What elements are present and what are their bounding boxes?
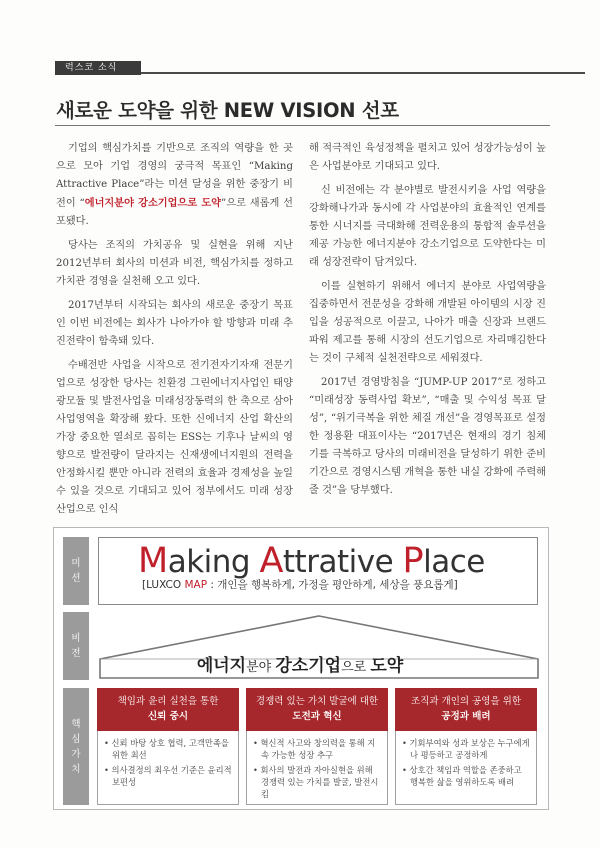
vision-statement: 에너지분야 강소기업으로 도약 xyxy=(196,656,404,676)
value-item: • 기회부여와 성과 보상은 누구에게나 평등하고 공정하게 xyxy=(402,738,530,760)
paragraph-1: 기업의 핵심가치를 기반으로 조직의 역량을 한 곳으로 모아 기업 경영의 궁극적 목표인 “Making Attractive Place”라는 미션 달성을 위한 중장기 비전이 “에너지분야 강소기업으로 도약”으로 새롭게 선포됐다. xyxy=(56,143,293,227)
paragraph-8: 2017년 경영방침을 “JUMP-UP 2017”로 정하고 “미래성장 동력사업 확보”, “매출 및 수익성 목표 달성”, “위기극복을 위한 체질 개선”을 경영목표로 설정한 정용환 대표이사는 “2017년은 현재의 경기 침체기를 극복하고 당사의 미래비전을 달성하기 위한 준비기간으로 경영시스템 개혁을 통한 내실 강화에 주력해 줄 것”을 당부했다. xyxy=(309,377,546,496)
value-card-trust xyxy=(97,688,239,805)
header-rule xyxy=(141,72,585,74)
mission-label: 미 션 xyxy=(63,537,89,605)
title-divider xyxy=(55,125,550,126)
core-values-label: 핵 심 가 치 xyxy=(63,688,89,805)
value-card-fairness xyxy=(395,688,537,805)
value-item: • 의사결정의 최우선 기준은 윤리적 보편성 xyxy=(104,765,232,787)
highlighted-vision: 에너지분야 강소기업으로 도약 xyxy=(84,197,222,209)
value-card-head: 경쟁력 있는 가치 발굴에 대한 도전과 혁신 xyxy=(246,688,388,731)
left-column xyxy=(56,140,293,525)
article-title: 새로운 도약을 위한 NEW VISION 선포 xyxy=(56,99,399,122)
value-item: • 신뢰 바탕 상호 협력, 고객만족을 위한 최선 xyxy=(104,738,229,760)
vision-label: 비 전 xyxy=(63,612,89,680)
paragraph-2: 당사는 조직의 가치공유 및 실현을 위해 지난 2012년부터 회사의 미션과 비전, 핵심가치를 정하고 가치관 경영을 실천해 오고 있다. xyxy=(56,240,293,287)
value-card-challenge xyxy=(246,688,388,805)
value-card-head: 책임과 윤리 실천을 통한 신뢰 중시 xyxy=(97,688,239,731)
section-tag: 럭스코 소식 xyxy=(55,61,141,75)
value-card-body xyxy=(246,731,388,805)
value-card-head: 조직과 개인의 공영을 위한 공정과 배려 xyxy=(395,688,537,731)
paragraph-5: 해 적극적인 육성정책을 펼치고 있어 성장가능성이 높은 사업분야로 기대되고 있다. xyxy=(309,143,546,172)
value-item: • 혁신적 사고와 창의력을 통해 지속 가능한 성장 추구 xyxy=(253,738,376,760)
value-card-body xyxy=(395,731,537,805)
paragraph-4: 수배전반 사업을 시작으로 전기전자기자재 전문기업으로 성장한 당사는 친환경 그린에너지사업인 태양광모듈 및 발전사업을 미래성장동력의 한 축으로 삼아 사업영역을 확장해 왔다. 또한 신에너지 산업 확산의 가장 중요한 열쇠로 꼽히는 ESS는 기후나 날씨의 영향으로 발전량이 달라지는 신재생에너지원의 전력을 안정화시킬 뿐만 아니라 전력의 효율과 경제성을 높일 수 있을 것으로 기대되고 있어 정부에서도 미래 성장산업으로 인식 xyxy=(56,360,293,515)
right-column xyxy=(309,140,546,506)
paragraph-3: 2017년부터 시작되는 회사의 새로운 중장기 목표인 이번 비전에는 회사가 나아가야 할 방향과 미래 추진전략이 함축돼 있다. xyxy=(56,300,293,347)
paragraph-6: 신 비전에는 각 분야별로 발전시키을 사업 역량을 강화해나가과 동시에 각 사업분야의 효율적인 연계를 통한 시너지를 극대화해 전력운용의 통합적 솔루션을 제공 가능한 에너지분야 강소기업으로 도약한다는 미래 성장전략이 담겨있다. xyxy=(309,185,546,268)
mission-subtitle: [LUXCO MAP : 개인을 행복하게, 가정을 평안하게, 세상을 풍요롭게] xyxy=(142,579,458,591)
value-item: • 상호간 책임과 역할을 존중하고 행복한 삶을 영위하도록 배려 xyxy=(402,765,522,787)
value-card-body xyxy=(97,731,239,805)
value-item: • 회사의 발전과 자아실현을 위해 경쟁력 있는 가치를 발굴, 발전시킴 xyxy=(253,765,379,799)
mission-statement: Making Attrative Place xyxy=(138,541,485,581)
paragraph-7: 이를 실현하기 위해서 에너지 분야로 사업역량을 집중하면서 전문성을 강화해 개발된 아이템의 시장 진입을 성공적으로 이끌고, 나아가 매출 신장과 브랜드 파워 제고를 통해 시장의 선도기업으로 자리매김한다는 것이 구체적 실천전략으로 세워졌다. xyxy=(309,281,546,364)
